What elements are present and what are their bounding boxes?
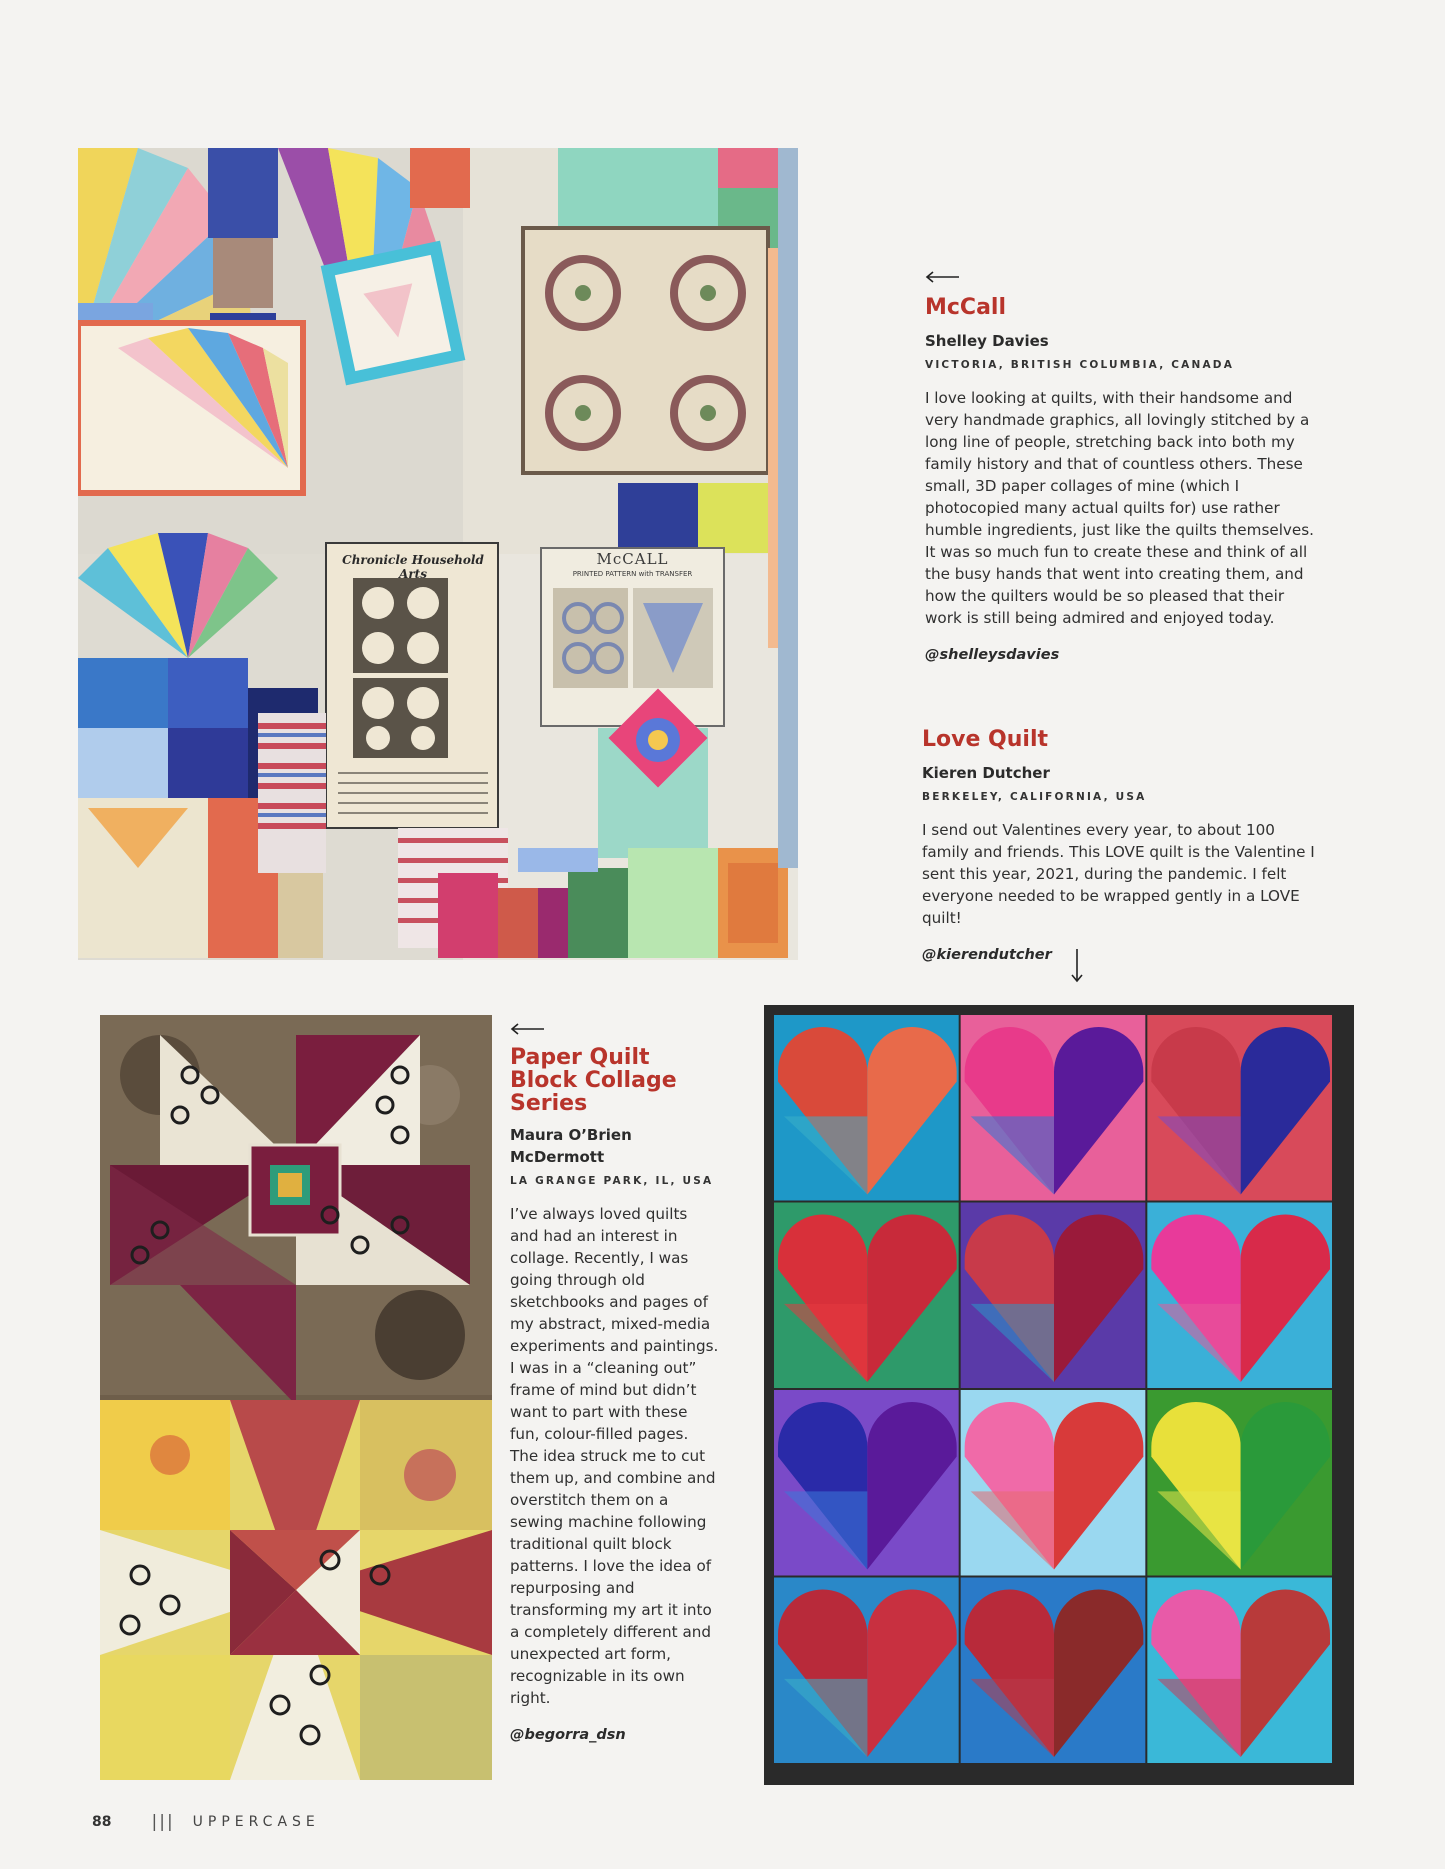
entry-title: Love Quilt	[922, 727, 1049, 752]
newspaper-heading: Chronicle Household Arts	[342, 553, 484, 581]
arrow-left-icon	[510, 1022, 546, 1036]
separator-bars: |||	[151, 1812, 175, 1832]
entry-title: McCall	[925, 295, 1007, 320]
artist-name: Shelley Davies	[925, 332, 1049, 351]
entry-description: I love looking at quilts, with their handsome and very handmade graphics, all lovingly stitched by a long line of people, stretching back into both my family history and that of countless others. These small, 3D paper collages of mine (which I photocopied many actual quilts for) use rather humble ingredients, just like the quilts themselves. It was so much fun to create these and think of all the busy hands that went into creating them, and how the quilters would be so pleased that their work is still being admired and enjoyed today.	[925, 388, 1314, 627]
entry-paper-quilt-block	[510, 1022, 720, 1743]
mccall-collage-image	[78, 148, 848, 960]
publication-name: UPPERCASE	[192, 1814, 320, 1830]
paper-quilt-block-collage-image	[100, 1015, 492, 1780]
page-footer	[92, 1810, 320, 1834]
artist-location: BERKELEY, CALIFORNIA, USA	[922, 790, 1147, 803]
artist-name: Maura O’Brien McDermott	[510, 1126, 632, 1167]
pattern-brand: McCALL	[596, 550, 669, 568]
page-number: 88	[92, 1814, 112, 1830]
artist-name: Kieren Dutcher	[922, 764, 1050, 783]
love-quilt-hearts-image	[764, 1005, 1354, 1785]
entry-mccall	[925, 270, 1325, 663]
arrow-down-icon	[1070, 947, 1084, 983]
arrow-left-icon	[925, 270, 961, 284]
social-handle[interactable]: @kierendutcher	[922, 946, 1052, 963]
entry-description: I send out Valentines every year, to about 100 family and friends. This LOVE quilt is the Valentine I sent this year, 2021, during the pandemic. I felt everyone needed to be wrapped gently in a LOVE quilt!	[922, 820, 1315, 927]
pattern-subtitle: PRINTED PATTERN with TRANSFER	[572, 570, 693, 578]
social-handle[interactable]: @begorra_dsn	[510, 1726, 626, 1743]
entry-description: I’ve always loved quilts and had an interest in collage. Recently, I was going through old sketchbooks and pages of my abstract, mixed-media experiments and paintings. I was in a “cleaning out” frame of mind but didn’t want to part with these fun, colour-filled pages. The idea struck me to cut them up, and combine and overstitch them on a sewing machine following traditional quilt block patterns. I love the idea of repurposing and transforming my art it into a completely different and unexpected art form, recognizable in its own right.	[510, 1204, 719, 1707]
artist-location: LA GRANGE PARK, IL, USA	[510, 1174, 714, 1187]
entry-title: Paper Quilt Block Collage Series	[510, 1045, 677, 1117]
entry-love-quilt	[922, 728, 1322, 983]
artist-location: VICTORIA, BRITISH COLUMBIA, CANADA	[925, 358, 1235, 371]
social-handle[interactable]: @shelleysdavies	[925, 646, 1060, 663]
